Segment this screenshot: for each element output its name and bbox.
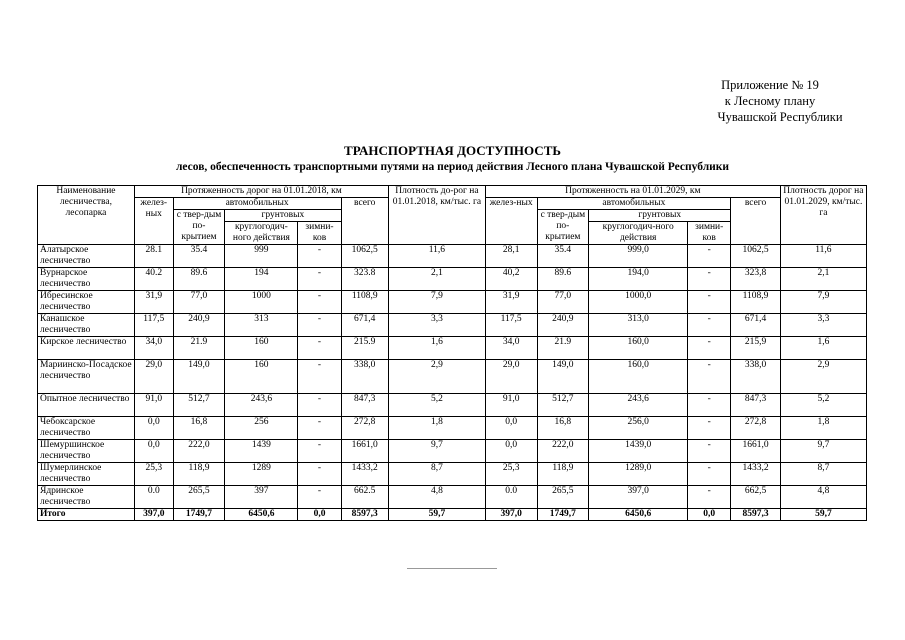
- table-cell: 215,9: [731, 337, 781, 360]
- table-cell: 2,1: [388, 268, 485, 291]
- table-cell: 0,0: [134, 440, 173, 463]
- table-cell: 34,0: [485, 337, 537, 360]
- table-cell: 671,4: [341, 314, 388, 337]
- table-cell: 77,0: [173, 291, 225, 314]
- forestry-name: Кирское лесничество: [38, 337, 135, 360]
- table-cell: 40.2: [134, 268, 173, 291]
- forestry-name: Ибресинское лесничество: [38, 291, 135, 314]
- document-subtitle: лесов, обеспеченность транспортными путями на период действия Лесного плана Чувашской Республики: [175, 161, 730, 173]
- table-cell: 0,0: [298, 509, 341, 521]
- table-cell: -: [298, 268, 341, 291]
- header-year-round-2029: круглогодич-ного действия: [589, 222, 688, 245]
- header-winter-2029: зимни-ков: [688, 222, 731, 245]
- table-cell: 338,0: [341, 360, 388, 394]
- table-cell: 222,0: [173, 440, 225, 463]
- table-cell: 8,7: [780, 463, 866, 486]
- table-cell: 59,7: [780, 509, 866, 521]
- table-cell: -: [688, 245, 731, 268]
- table-cell: 40,2: [485, 268, 537, 291]
- table-cell: 1,8: [780, 417, 866, 440]
- table-cell: 0,0: [485, 440, 537, 463]
- table-cell: 313: [225, 314, 298, 337]
- table-cell: 91,0: [134, 394, 173, 417]
- table-row: [38, 245, 867, 268]
- table-cell: 999: [225, 245, 298, 268]
- table-cell: -: [298, 394, 341, 417]
- table-row: [38, 268, 867, 291]
- table-cell: 847,3: [341, 394, 388, 417]
- table-cell: 1108,9: [731, 291, 781, 314]
- table-cell: 215.9: [341, 337, 388, 360]
- table-cell: 9,7: [780, 440, 866, 463]
- table-cell: 1289: [225, 463, 298, 486]
- table-cell: 118,9: [537, 463, 589, 486]
- header-length-2029: Протяженность на 01.01.2029, км: [485, 186, 780, 198]
- table-cell: 149,0: [537, 360, 589, 394]
- forestry-name: Алатырское лесничество: [38, 245, 135, 268]
- header-density-2029: Плотность дорог на 01.01.2029, км/тыс. га: [780, 186, 866, 245]
- table-cell: 256: [225, 417, 298, 440]
- table-cell: 662,5: [731, 486, 781, 509]
- table-row: [38, 394, 867, 417]
- table-cell: 1661,0: [341, 440, 388, 463]
- table-cell: -: [298, 314, 341, 337]
- table-cell: 91,0: [485, 394, 537, 417]
- table-cell: 0,0: [134, 417, 173, 440]
- document-title: ТРАНСПОРТНАЯ ДОСТУПНОСТЬ: [344, 143, 561, 158]
- table-cell: 397,0: [134, 509, 173, 521]
- table-cell: 1289,0: [589, 463, 688, 486]
- table-cell: 118,9: [173, 463, 225, 486]
- header-auto-2018: автомобильных: [173, 198, 341, 210]
- table-cell: 1000,0: [589, 291, 688, 314]
- table-cell: -: [688, 314, 731, 337]
- forestry-name: Итого: [38, 509, 135, 521]
- table-cell: 5,2: [780, 394, 866, 417]
- header-name: Наименование лесничества, лесопарка: [38, 186, 135, 245]
- header-year-round-2018: круглогодич-ного действия: [225, 222, 298, 245]
- table-cell: 338,0: [731, 360, 781, 394]
- table-cell: 89.6: [537, 268, 589, 291]
- header-hard-2029: с твер-дым по-крытием: [537, 210, 589, 245]
- table-cell: 2,1: [780, 268, 866, 291]
- table-cell: 11,6: [780, 245, 866, 268]
- table-cell: 2,9: [780, 360, 866, 394]
- table-row: [38, 337, 867, 360]
- table-cell: -: [688, 394, 731, 417]
- appendix-ref: к Лесному плану: [724, 94, 816, 108]
- table-row: [38, 314, 867, 337]
- table-cell: 77,0: [537, 291, 589, 314]
- table-cell: 16,8: [173, 417, 225, 440]
- table-cell: -: [688, 268, 731, 291]
- table-cell: 222,0: [537, 440, 589, 463]
- table-cell: 194,0: [589, 268, 688, 291]
- table-cell: 21.9: [173, 337, 225, 360]
- table-cell: 240,9: [173, 314, 225, 337]
- table-cell: 149,0: [173, 360, 225, 394]
- table-cell: 240,9: [537, 314, 589, 337]
- table-cell: -: [298, 417, 341, 440]
- table-cell: 8,7: [388, 463, 485, 486]
- table-row: [38, 417, 867, 440]
- table-cell: 29,0: [485, 360, 537, 394]
- table-cell: 3,3: [780, 314, 866, 337]
- table-cell: 117,5: [485, 314, 537, 337]
- table-cell: 4,8: [780, 486, 866, 509]
- header-total-2018: всего: [341, 198, 388, 245]
- footer-divider: [407, 568, 497, 569]
- table-cell: 397,0: [589, 486, 688, 509]
- table-cell: 662.5: [341, 486, 388, 509]
- table-row: [38, 360, 867, 394]
- table-cell: 1108,9: [341, 291, 388, 314]
- table-cell: 1433,2: [731, 463, 781, 486]
- forestry-name: Вурнарское лесничество: [38, 268, 135, 291]
- table-cell: 1062,5: [731, 245, 781, 268]
- total-row: [38, 509, 867, 521]
- table-cell: 1,6: [780, 337, 866, 360]
- header-length-2018: Протяженность дорог на 01.01.2018, км: [134, 186, 388, 198]
- table-cell: -: [298, 486, 341, 509]
- transport-table: [37, 185, 867, 521]
- table-cell: 9,7: [388, 440, 485, 463]
- forestry-name: Шемуршинское лесничество: [38, 440, 135, 463]
- table-cell: -: [688, 486, 731, 509]
- table-cell: 31,9: [134, 291, 173, 314]
- table-cell: 117,5: [134, 314, 173, 337]
- header-hard-2018: с твер-дым по-крытием: [173, 210, 225, 245]
- table-cell: -: [298, 245, 341, 268]
- table-cell: 1062,5: [341, 245, 388, 268]
- table-cell: 6450,6: [589, 509, 688, 521]
- table-cell: 999,0: [589, 245, 688, 268]
- table-cell: 847,3: [731, 394, 781, 417]
- table-cell: 243,6: [589, 394, 688, 417]
- forestry-name: Ядринское лесничество: [38, 486, 135, 509]
- table-cell: 265,5: [537, 486, 589, 509]
- appendix-republic: Чувашской Республики: [717, 110, 843, 124]
- table-cell: 35.4: [173, 245, 225, 268]
- table-cell: -: [688, 463, 731, 486]
- table-cell: 397: [225, 486, 298, 509]
- table-cell: 35.4: [537, 245, 589, 268]
- table-cell: 7,9: [780, 291, 866, 314]
- table-cell: 272,8: [731, 417, 781, 440]
- table-cell: 323,8: [731, 268, 781, 291]
- table-cell: 1439: [225, 440, 298, 463]
- table-cell: 28,1: [485, 245, 537, 268]
- table-cell: 21.9: [537, 337, 589, 360]
- table-cell: 1433,2: [341, 463, 388, 486]
- table-cell: -: [688, 291, 731, 314]
- table-cell: 8597,3: [341, 509, 388, 521]
- header-dirt-2018: грунтовых: [225, 210, 341, 222]
- table-cell: 1749,7: [173, 509, 225, 521]
- table-cell: 256,0: [589, 417, 688, 440]
- header-dirt-2029: грунтовых: [589, 210, 731, 222]
- table-cell: 1749,7: [537, 509, 589, 521]
- table-row: [38, 291, 867, 314]
- table-cell: 243,6: [225, 394, 298, 417]
- forestry-name: Опытное лесничество: [38, 394, 135, 417]
- table-cell: 2,9: [388, 360, 485, 394]
- table-cell: 0,0: [688, 509, 731, 521]
- table-cell: 34,0: [134, 337, 173, 360]
- table-cell: 1439,0: [589, 440, 688, 463]
- table-cell: -: [298, 291, 341, 314]
- table-cell: 194: [225, 268, 298, 291]
- table-cell: 5,2: [388, 394, 485, 417]
- table-cell: -: [298, 337, 341, 360]
- table-cell: 0,0: [485, 417, 537, 440]
- table-cell: 265,5: [173, 486, 225, 509]
- table-cell: 31,9: [485, 291, 537, 314]
- table-body: [38, 245, 867, 521]
- table-row: [38, 440, 867, 463]
- table-cell: 0.0: [134, 486, 173, 509]
- table-cell: 28.1: [134, 245, 173, 268]
- header-rail-2018: желез-ных: [134, 198, 173, 245]
- table-row: [38, 486, 867, 509]
- table-cell: -: [298, 440, 341, 463]
- table-cell: 313,0: [589, 314, 688, 337]
- header-rail-2029: желез-ных: [485, 198, 537, 245]
- table-cell: 89.6: [173, 268, 225, 291]
- table-cell: 397,0: [485, 509, 537, 521]
- table-cell: 272,8: [341, 417, 388, 440]
- table-cell: -: [298, 360, 341, 394]
- table-cell: 160,0: [589, 360, 688, 394]
- table-cell: 512,7: [173, 394, 225, 417]
- table-cell: -: [688, 337, 731, 360]
- table-cell: -: [688, 417, 731, 440]
- table-cell: 1000: [225, 291, 298, 314]
- table-cell: 0.0: [485, 486, 537, 509]
- table-cell: 3,3: [388, 314, 485, 337]
- table-cell: 1,6: [388, 337, 485, 360]
- table-cell: 1,8: [388, 417, 485, 440]
- table-row: [38, 463, 867, 486]
- table-cell: 1661,0: [731, 440, 781, 463]
- forestry-name: Мариинско-Посадское лесничество: [38, 360, 135, 394]
- appendix-note: [690, 77, 850, 125]
- table-cell: 323.8: [341, 268, 388, 291]
- forestry-name: Канашское лесничество: [38, 314, 135, 337]
- header-total-2029: всего: [731, 198, 781, 245]
- table-cell: 11,6: [388, 245, 485, 268]
- header-density-2018: Плотность до-рог на 01.01.2018, км/тыс. га: [388, 186, 485, 245]
- forestry-name: Чебоксарское лесничество: [38, 417, 135, 440]
- appendix-number: Приложение № 19: [721, 78, 819, 92]
- table-cell: 59,7: [388, 509, 485, 521]
- table-cell: 160,0: [589, 337, 688, 360]
- header-auto-2029: автомобильных: [537, 198, 731, 210]
- table-cell: -: [688, 440, 731, 463]
- table-cell: 29,0: [134, 360, 173, 394]
- table-cell: 16,8: [537, 417, 589, 440]
- table-cell: 4,8: [388, 486, 485, 509]
- table-cell: -: [298, 463, 341, 486]
- table-cell: 160: [225, 337, 298, 360]
- table-cell: 6450,6: [225, 509, 298, 521]
- table-cell: 25,3: [134, 463, 173, 486]
- table-cell: 8597,3: [731, 509, 781, 521]
- table-cell: -: [688, 360, 731, 394]
- header-winter-2018: зимни-ков: [298, 222, 341, 245]
- forestry-name: Шумерлинское лесничество: [38, 463, 135, 486]
- table-cell: 512,7: [537, 394, 589, 417]
- table-cell: 671,4: [731, 314, 781, 337]
- table-cell: 160: [225, 360, 298, 394]
- table-cell: 7,9: [388, 291, 485, 314]
- table-cell: 25,3: [485, 463, 537, 486]
